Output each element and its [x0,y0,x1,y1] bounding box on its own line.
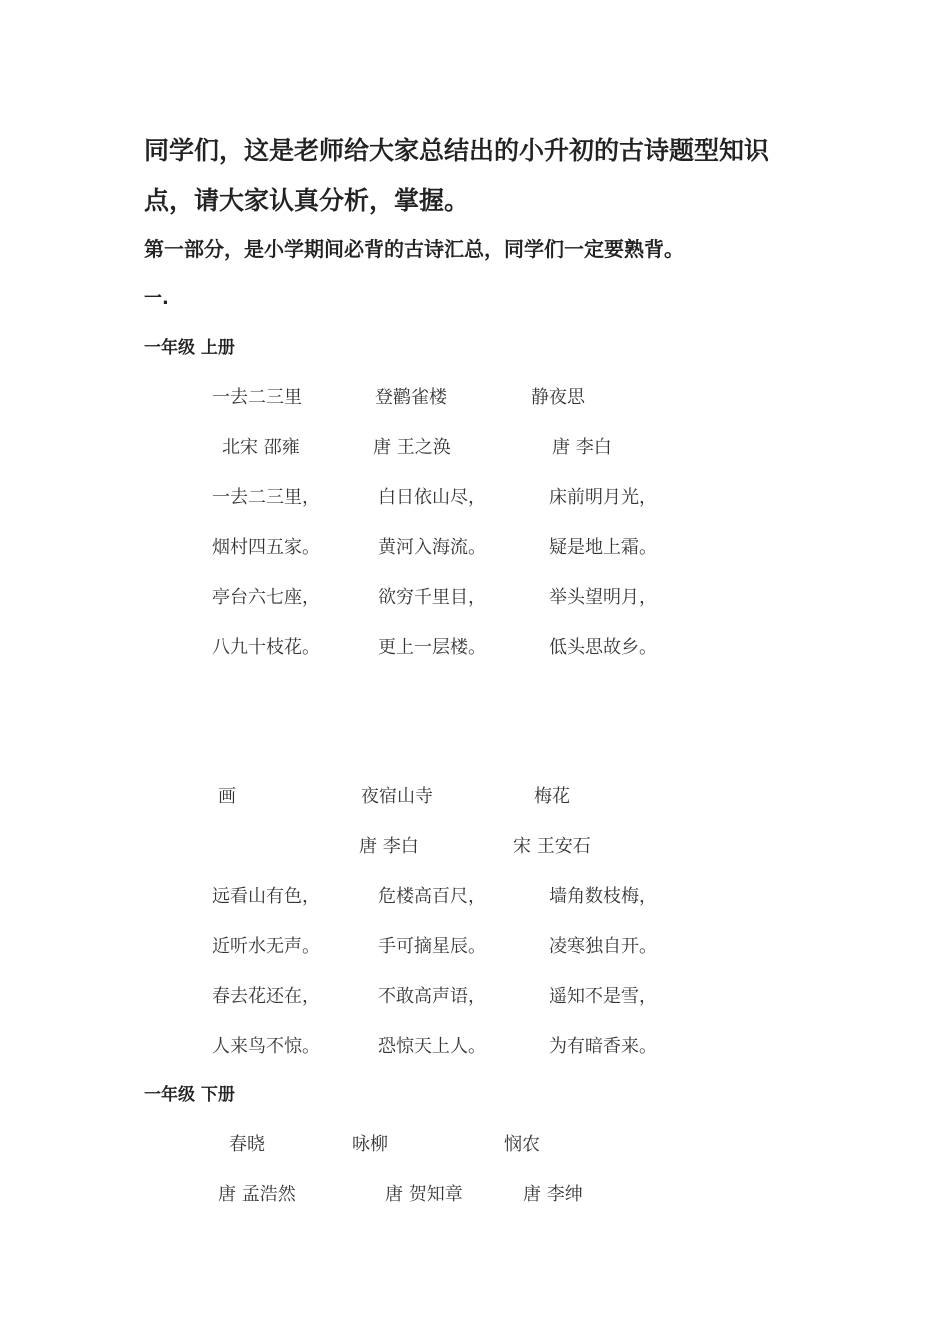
verse-line: 床前明月光， [549,487,657,508]
poem-title-row [0,788,950,812]
poem-author-row [0,1186,950,1210]
poem-author: 唐 李白 [552,437,612,458]
verse-line: 为有暗香来。 [549,1036,657,1057]
intro-line-1: 同学们，这是老师给大家总结出的小升初的古诗题型知识 [144,136,770,165]
verse-line: 人来鸟不惊。 [212,1036,320,1057]
poem-verse-row [0,1038,950,1062]
poem-verse-row [0,888,950,912]
verse-line: 墙角数枝梅， [549,886,657,907]
poem-title: 一去二三里 [212,387,302,408]
poem-verse-row [0,539,950,563]
verse-line: 低头思故乡。 [549,637,657,658]
poem-author-row [0,439,950,463]
verse-line: 疑是地上霜。 [549,537,657,558]
verse-line: 近听水无声。 [212,936,320,957]
poem-verse-row [0,988,950,1012]
section-heading: 一. [144,288,169,309]
grade-heading-lower: 一年级 下册 [144,1085,235,1105]
verse-line: 恐惊天上人。 [378,1036,486,1057]
poem-title-row [0,389,950,413]
poem-title: 咏柳 [352,1134,388,1155]
verse-line: 更上一层楼。 [378,637,486,658]
verse-line: 白日依山尽， [378,487,486,508]
verse-line: 烟村四五家。 [212,537,320,558]
verse-line: 欲穷千里目， [378,587,486,608]
poem-author: 宋 王安石 [513,836,591,857]
poem-title: 悯农 [504,1134,540,1155]
verse-line: 手可摘星辰。 [378,936,486,957]
poem-title: 登鹳雀楼 [375,387,447,408]
poem-verse-row [0,639,950,663]
poem-author: 唐 孟浩然 [218,1184,296,1205]
poem-title: 夜宿山寺 [361,786,433,807]
verse-line: 举头望明月， [549,587,657,608]
verse-line: 亭台六七座， [212,587,320,608]
verse-line: 一去二三里， [212,487,320,508]
verse-line: 凌寒独自开。 [549,936,657,957]
verse-line: 遥知不是雪， [549,986,657,1007]
grade-heading-upper: 一年级 上册 [144,338,235,358]
verse-line: 八九十枝花。 [212,637,320,658]
poem-author-row [0,838,950,862]
verse-line: 黄河入海流。 [378,537,486,558]
poem-author: 唐 贺知章 [385,1184,463,1205]
poem-title: 静夜思 [531,387,585,408]
poem-author: 唐 王之涣 [373,437,451,458]
poem-title: 春晓 [229,1134,265,1155]
poem-verse-row [0,938,950,962]
part-heading: 第一部分，是小学期间必背的古诗汇总，同学们一定要熟背。 [144,237,684,261]
intro-line-2: 点，请大家认真分析，掌握。 [144,186,470,215]
poem-title-row [0,1136,950,1160]
poem-title: 画 [218,786,236,807]
verse-line: 不敢高声语， [378,986,486,1007]
poem-title: 梅花 [534,786,570,807]
poem-author: 唐 李白 [359,836,419,857]
poem-author: 唐 李绅 [523,1184,583,1205]
poem-verse-row [0,489,950,513]
poem-author: 北宋 邵雍 [222,437,300,458]
poem-verse-row [0,589,950,613]
verse-line: 春去花还在， [212,986,320,1007]
verse-line: 远看山有色， [212,886,320,907]
verse-line: 危楼高百尺， [378,886,486,907]
